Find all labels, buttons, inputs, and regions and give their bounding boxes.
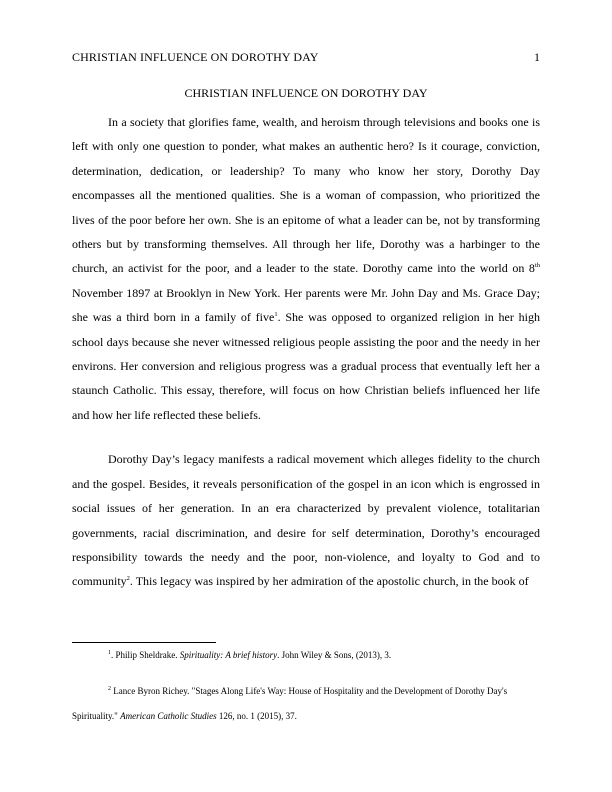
paragraph-2-text-a: Dorothy Day’s legacy manifests a radical movement which alleges fidelity to the church and the gospel. Besides, it reveals personification of the gospel in an icon which is engrossed in social issues of her generation. In an era characterized by prevalent violence, totalitarian governments, racial discrimination, and desire for self determination, Dorothy’s encouraged responsibility towards the needy and the poor, non-violence, and loyalty to God and to community [72,452,540,589]
footnote-2-marker: 2 [108,686,111,692]
paragraph-1-text-a: In a society that glorifies fame, wealth, and heroism through televisions and books one is left with only one question to ponder, what makes an authentic hero? Is it courage, conviction, determination, dedication, or leadership? To many who know her story, Dorothy Day encompasses all the mentioned qualities. She is a woman of compassion, who prioritized the lives of the poor before her own. She is an epitome of what a leader can be, not by transforming others but by transforming themselves. All through her life, Dorothy was a harbinger to the church, an activist for the poor, and a leader to the state. Dorothy came into the world on 8 [72,115,540,276]
footnote-1-marker: 1 [108,650,111,656]
footnote-1 [72,643,540,668]
document-title: CHRISTIAN INFLUENCE ON DOROTHY DAY [184,86,428,100]
paragraph-1-text-c: . She was opposed to organized religion in her high school days because she never witnessed religious people assisting the poor and the needy in her environs. Her conversion and religious progress was a gradual process that eventually left her a staunch Catholic. This essay, therefore, will focus on how Christian beliefs influenced her life and how her life reflected these beliefs. [72,310,540,422]
footnote-ref-1: 1 [274,311,278,319]
footnote-2-text-b: 126, no. 1 (2015), 37. [216,711,297,721]
footnote-2-text-a: Lance Byron Richey. "Stages Along Life's Way: House of Hospitality and the Development of Dorothy Day's Spirituality." [72,686,508,721]
ordinal-suffix: th [534,262,540,270]
paragraph-1-text-b: November 1897 at Brooklyn in New York. Her parents were Mr. John Day and Ms. Grace Day; she was a third born in a family of five [72,285,540,325]
footnote-2 [72,679,540,729]
paragraph-2 [72,447,540,593]
page-number: 1 [534,50,540,64]
paragraph-1 [72,110,540,427]
footnote-1-text-b: . John Wiley & Sons, (2013), 3. [277,650,392,660]
footnote-1-title: Spirituality: A brief history [179,650,278,660]
footnote-ref-2: 2 [126,575,130,583]
body-text [72,110,540,594]
footnote-1-text-a: . Philip Sheldrake. [111,650,180,660]
paragraph-2-text-b: . This legacy was inspired by her admiration of the apostolic church, in the book of [129,574,529,589]
footnote-2-journal: American Catholic Studies [120,711,217,721]
running-head: CHRISTIAN INFLUENCE ON DOROTHY DAY [72,50,319,64]
